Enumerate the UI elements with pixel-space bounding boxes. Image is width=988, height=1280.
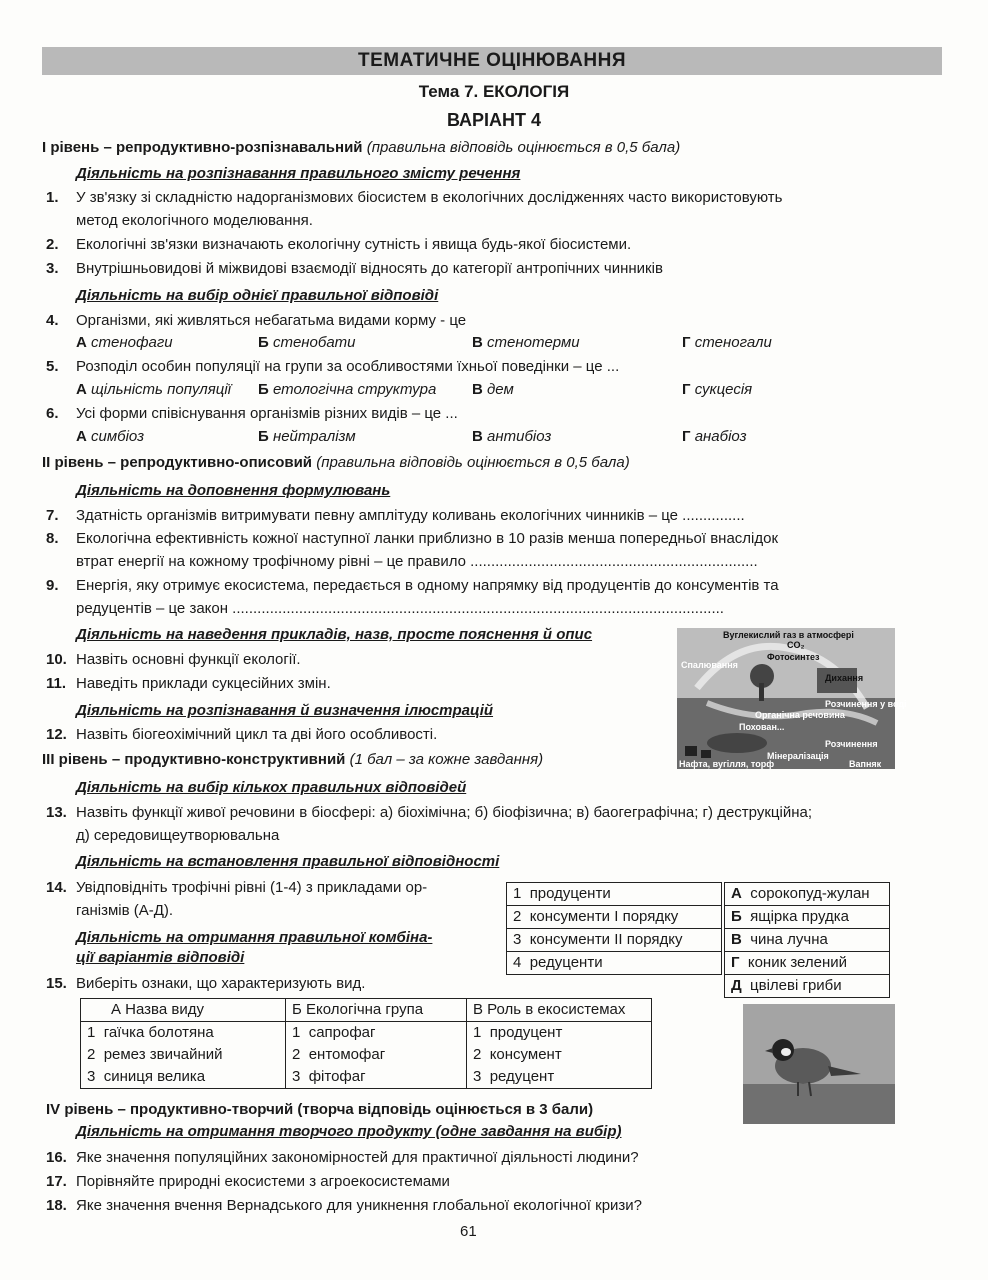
question-8-cont: втрат енергії на кожному трофічному рівні – це правило .....................................................................: [76, 553, 758, 570]
question-9: 9. Енергія, яку отримує екосистема, передається в одному напрямку від продуцентів до консументів та: [46, 577, 779, 594]
table-row: 2 консументи І порядку: [507, 906, 722, 929]
activity-heading: Діяльність на отримання творчого продукту (одне завдання на вибір): [76, 1123, 622, 1140]
question-16: 16. Яке значення популяційних закономірностей для практичної діяльності людини?: [46, 1149, 639, 1166]
level-title: ІІ рівень – репродуктивно-описовий: [42, 454, 313, 471]
level-1-heading: [42, 138, 680, 158]
image-label: Вуглекислий газ в атмосфері: [723, 630, 854, 640]
table-row: Д цвілеві гриби: [725, 975, 890, 998]
option-c[interactable]: В дем: [472, 381, 514, 398]
table-row: 3 синиця велика 3 фітофаг 3 редуцент: [81, 1066, 652, 1089]
image-label: Дихання: [825, 673, 864, 683]
level-note: (правильна відповідь оцінюється в 0,5 бала): [366, 139, 681, 156]
image-label: Органічна речовина: [755, 710, 845, 720]
option-a[interactable]: А стенофаги: [76, 334, 173, 351]
level-note: (1 бал – за кожне завдання): [349, 751, 544, 768]
question-8: 8. Екологічна ефективність кожної наступної ланки приблизно в 10 разів менша попередньої внаслідок: [46, 530, 779, 547]
question-4: 4. Організми, які живляться небагатьма видами корму - це: [46, 312, 467, 329]
question-1-cont: метод екологічного моделювання.: [76, 212, 313, 229]
table-row: Б ящірка прудка: [725, 906, 890, 929]
carbon-cycle-illustration: [677, 628, 907, 769]
variant-title: ВАРІАНТ 4: [446, 110, 542, 130]
image-label: Фотосинтез: [767, 652, 820, 662]
question-13-cont: д) середовищеутворювальна: [76, 827, 280, 844]
table-row: 1 гаїчка болотяна 1 сапрофаг 1 продуцент: [81, 1022, 652, 1045]
question-3: 3. Внутрішньовидові й міжвидові взаємодії відносять до категорії антропічних чинників: [46, 260, 663, 277]
trophic-levels-table: [506, 882, 722, 975]
level-title: IV рівень – продуктивно-творчий (творча відповідь оцінюється в 3 бали): [46, 1101, 594, 1118]
table-row: В чина лучна: [725, 929, 890, 952]
question-18: 18. Яке значення вчення Вернадського для уникнення глобальної екологічної кризи?: [46, 1197, 643, 1214]
option-d[interactable]: Г анабіоз: [682, 428, 747, 445]
option-c[interactable]: В антибіоз: [472, 428, 552, 445]
option-b[interactable]: Б стенобати: [258, 334, 356, 351]
activity-heading: Діяльність на отримання правильної комбіна-: [76, 929, 433, 946]
organisms-table: [724, 882, 890, 998]
question-14-cont: ганізмів (А-Д).: [76, 902, 174, 919]
activity-heading: Діяльність на встановлення правильної відповідності: [76, 853, 500, 870]
table-row: А сорокопуд-жулан: [725, 883, 890, 906]
bird-photo: [743, 1004, 895, 1124]
table-row: Г коник зелений: [725, 952, 890, 975]
image-label: Нафта, вугілля, торф: [679, 759, 775, 769]
question-9-cont: редуцентів – це закон ......................................................................................................................: [76, 600, 724, 617]
image-label: Мінералізація: [767, 751, 829, 761]
question-2: 2. Екологічні зв'язки визначають екологічну сутність і явища будь-якої біосистеми.: [46, 236, 632, 253]
activity-heading: Діяльність на розпізнавання правильного змісту речення: [76, 165, 521, 182]
bird-graphic: [743, 1004, 895, 1124]
activity-heading: Діяльність на доповнення формулювань: [76, 482, 391, 499]
question-10: 10. Назвіть основні функції екології.: [46, 651, 301, 668]
level-title: І рівень – репродуктивно-розпізнавальний: [42, 139, 363, 156]
image-label: Вапняк: [849, 759, 882, 769]
question-5: 5. Розподіл особин популяції на групи за особливостями їхньої поведінки – це ...: [46, 358, 620, 375]
question-14: 14. Увідповідніть трофічні рівні (1-4) з прикладами ор-: [46, 879, 428, 896]
question-7: 7. Здатність організмів витримувати певну амплітуду коливань екологічних чинників – це ...............: [46, 507, 745, 524]
image-label: Розчинення у воді: [825, 699, 907, 709]
level-3-heading: [42, 750, 543, 770]
question-12: 12. Назвіть біогеохімічний цикл та дві його особливості.: [46, 726, 438, 743]
option-c[interactable]: В стенотерми: [472, 334, 580, 351]
image-label: CO₂: [787, 640, 805, 650]
table-header-row: А Назва виду Б Екологічна група В Роль в екосистемах: [81, 999, 652, 1022]
species-table: [80, 998, 652, 1089]
activity-heading: Діяльність на наведення прикладів, назв, просте пояснення й опис: [76, 626, 593, 643]
option-b[interactable]: Б етологічна структура: [258, 381, 437, 398]
question-11: 11. Наведіть приклади сукцесійних змін.: [46, 675, 331, 692]
level-2-heading: [42, 453, 630, 473]
activity-heading: Діяльність на вибір кількох правильних відповідей: [76, 779, 467, 796]
question-1: 1. У зв'язку зі складністю надорганізмових біосистем в екологічних дослідженнях часто використовують: [46, 189, 783, 206]
option-a[interactable]: А щільність популяції: [76, 381, 231, 398]
level-4-heading: [46, 1100, 593, 1120]
page-number: 61: [460, 1223, 477, 1240]
table-row: 4 редуценти: [507, 952, 722, 975]
option-a[interactable]: А симбіоз: [76, 428, 145, 445]
activity-heading: Діяльність на розпізнавання й визначення ілюстрацій: [76, 702, 494, 719]
table-row: 2 ремез звичайний 2 ентомофаг 2 консумент: [81, 1044, 652, 1066]
question-17: 17. Порівняйте природні екосистеми з агроекосистемами: [46, 1173, 450, 1190]
image-label: Спалювання: [681, 660, 738, 670]
option-d[interactable]: Г сукцесія: [682, 381, 753, 398]
activity-heading-cont: ції варіантів відповіді: [76, 949, 245, 966]
question-13: 13. Назвіть функції живої речовини в біосфері: а) біохімічна; б) біофізична; в) баогеграфічна; г) деструкційна;: [46, 804, 812, 821]
image-label: Похован...: [739, 722, 785, 732]
table-row: 1 продуценти: [507, 883, 722, 906]
level-note: (правильна відповідь оцінюється в 0,5 бала): [316, 454, 630, 471]
table-row: 3 консументи ІІ порядку: [507, 929, 722, 952]
level-title: ІІІ рівень – продуктивно-конструктивний: [42, 751, 346, 768]
image-label: Розчинення: [825, 739, 878, 749]
option-d[interactable]: Г стеногали: [682, 334, 772, 351]
activity-heading: Діяльність на вибір однієї правильної відповіді: [76, 287, 439, 304]
option-b[interactable]: Б нейтралізм: [258, 428, 356, 445]
question-6: 6. Усі форми співіснування організмів різних видів – це ...: [46, 405, 458, 422]
banner-title: ТЕМАТИЧНЕ ОЦІНЮВАННЯ: [42, 47, 942, 75]
topic-title: Тема 7. ЕКОЛОГІЯ: [418, 82, 570, 101]
question-15: 15. Виберіть ознаки, що характеризують вид.: [46, 975, 366, 992]
